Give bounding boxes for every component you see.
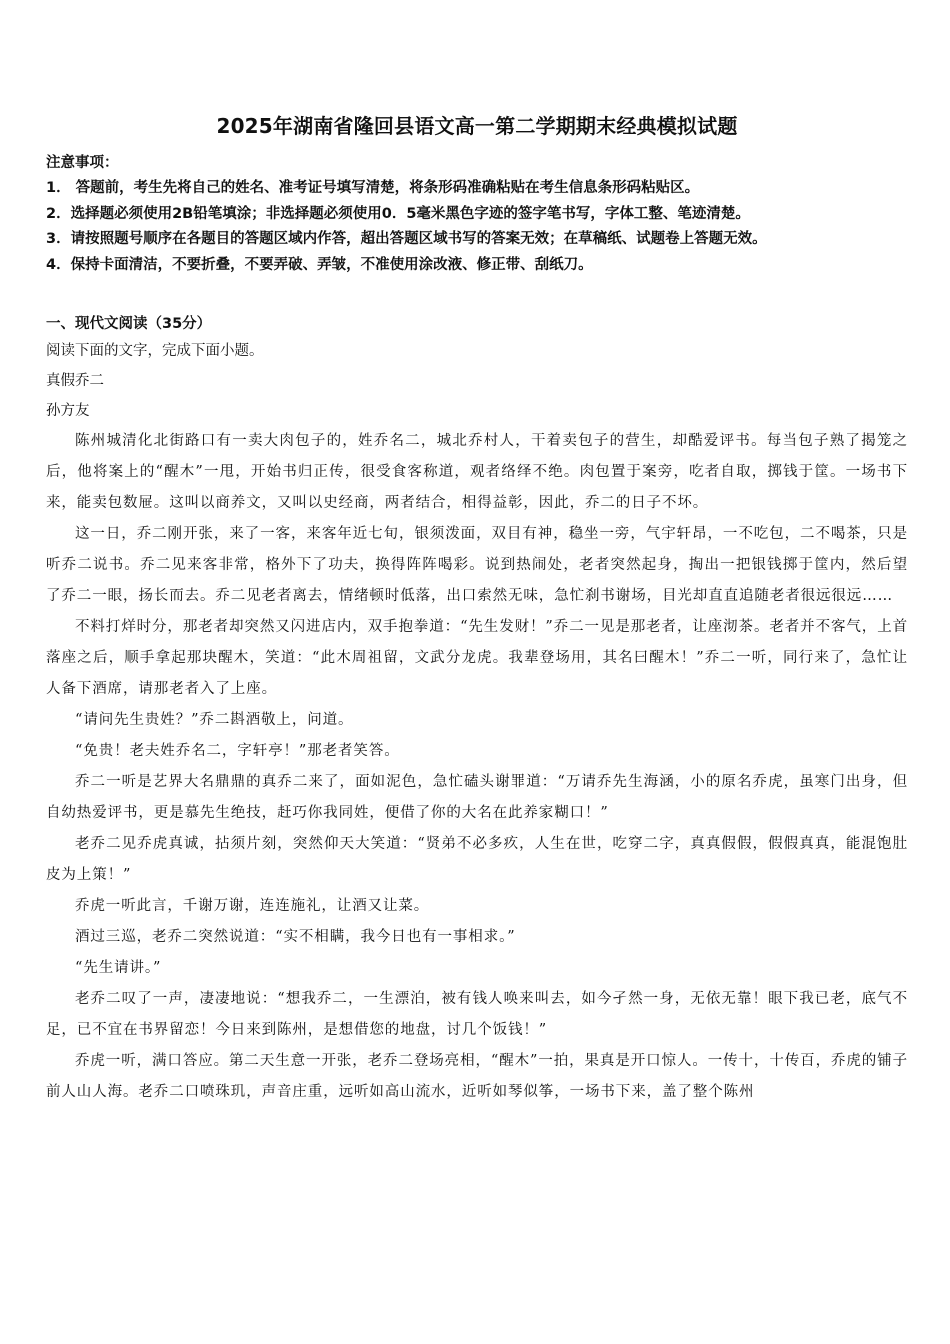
notice-item: 3．请按照题号顺序在各题目的答题区域内作答，超出答题区域书写的答案无效；在草稿纸、试题卷上答题无效。 [46, 231, 767, 247]
story-paragraph: 这一日，乔二刚开张，来了一客，来客年近七旬，银须泼面，双目有神，稳坐一旁，气宇轩昂，一不吃包，二不喝茶，只是听乔二说书。乔二见来客非常，格外下了功夫，换得阵阵喝彩。说到热闹处，老者突然起身，掏出一把银钱掷于筐内，然后望了乔二一眼，扬长而去。乔二见老者离去，情绪顿时低落，出口索然无味，急忙刹书谢场，目光却直直追随老者很远很远…… [46, 526, 908, 604]
story-paragraph: 不料打烊时分，那老者却突然又闪进店内，双手抱拳道：“先生发财！”乔二一见是那老者，让座沏茶。老者并不客气，上首落座之后，顺手拿起那块醒木，笑道：“此木周祖留，文武分龙虎。我辈登场用，其名曰醒木！”乔二一听，同行来了，急忙让人备下酒席，请那老者入了上座。 [46, 619, 908, 697]
notice-item: 4．保持卡面清洁，不要折叠，不要弄破、弄皱，不准使用涂改液、修正带、刮纸刀。 [46, 256, 593, 273]
story-paragraph: 陈州城清化北街路口有一卖大肉包子的，姓乔名二，城北乔村人，干着卖包子的营生，却酷爱评书。每当包子熟了揭笼之后，他将案上的“醒木”一甩，开始书归正传，很受食客称道，观者络绎不绝。肉包置于案旁，吃者自取，掷钱于筐。一场书下来，能卖包数屉。这叫以商养文，又叫以史经商，两者结合，相得益彰，因此，乔二的日子不坏。 [46, 433, 908, 511]
section-title: 一、现代文阅读（35分） [46, 316, 212, 332]
story-paragraph: 乔二一听是艺界大名鼎鼎的真乔二来了，面如泥色，急忙磕头谢罪道：“万请乔先生海涵，小的原名乔虎，虽寒门出身，但自幼热爱评书，更是慕先生绝技，赶巧你我同姓，便借了你的大名在此养家糊口！” [46, 774, 908, 821]
story-paragraph: 乔虎一听，满口答应。第二天生意一开张，老乔二登场亮相，“醒木”一拍，果真是开口惊人。一传十，十传百，乔虎的铺子前人山人海。老乔二口喷珠玑，声音庄重，远听如高山流水，近听如琴似筝，一场书下来，盖了整个陈州 [46, 1053, 908, 1100]
exam-title: 2025年湖南省隆回县语文高一第二学期期末经典模拟试题 [216, 114, 738, 138]
notice-heading: 注意事项： [46, 155, 119, 171]
exam-page [46, 112, 908, 1108]
story-paragraph: 乔虎一听此言，千谢万谢，连连施礼，让酒又让菜。 [75, 898, 430, 914]
section-instruction: 阅读下面的文字，完成下面小题。 [46, 343, 264, 359]
story-paragraph: 老乔二见乔虎真诚，拈须片刻，突然仰天大笑道：“贤弟不必多疚，人生在世，吃穿二字，真真假假，假假真真，能混饱肚皮为上策！” [46, 836, 908, 883]
story-paragraph: “先生请讲。” [75, 960, 162, 976]
story-paragraph: “免贵！老夫姓乔名二，字轩亭！”那老者笑答。 [75, 743, 400, 759]
story-paragraph: 老乔二叹了一声，凄凄地说：“想我乔二，一生漂泊，被有钱人唤来叫去，如今孑然一身，无依无靠！眼下我已老，底气不足，已不宜在书界留恋！今日来到陈州，是想借您的地盘，讨几个饭钱！” [46, 991, 908, 1038]
reading-section [46, 312, 908, 1108]
notice-item: 1． 答题前，考生先将自己的姓名、准考证号填写清楚，将条形码准确粘贴在考生信息条形码粘贴区。 [46, 180, 700, 196]
story-paragraph: 酒过三巡，老乔二突然说道：“实不相瞒，我今日也有一事相求。” [75, 929, 516, 945]
notice-block [46, 150, 908, 278]
story-title: 真假乔二 [46, 373, 104, 389]
notice-item: 2．选择题必须使用2B铅笔填涂；非选择题必须使用0．5毫米黑色字迹的签字笔书写，字体工整、笔迹清楚。 [46, 205, 750, 222]
story-author: 孙方友 [46, 403, 90, 419]
story-paragraph: “请问先生贵姓？”乔二斟酒敬上，问道。 [75, 712, 354, 728]
